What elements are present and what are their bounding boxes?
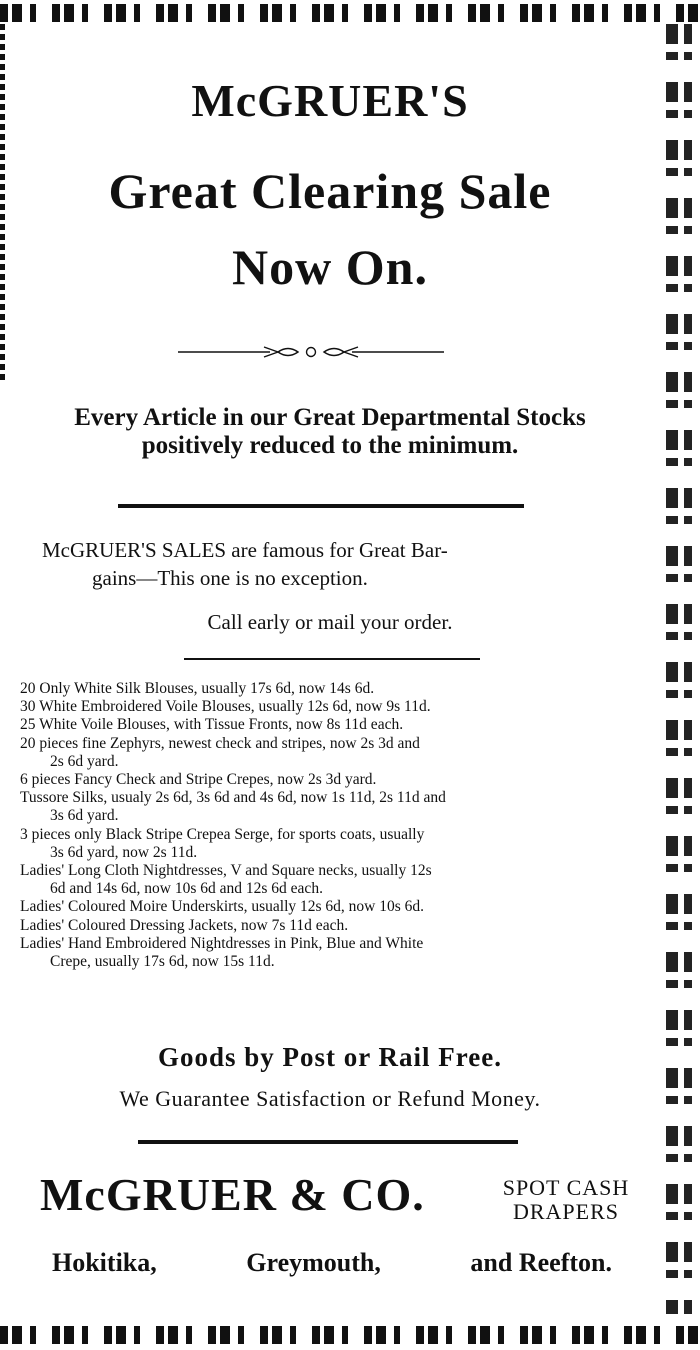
town-hokitika: Hokitika, [52,1248,157,1277]
item-text: Tussore Silks, usualy 2s 6d, 3s 6d and 4s 6d, now 1s 11d, 2s 11d and [20,789,446,807]
decorative-border-bottom [0,1326,700,1344]
call-to-action: Call early or mail your order. [207,610,453,634]
guarantee-notice: We Guarantee Satisfaction or Refund Money. [119,1086,541,1111]
list-item [20,735,648,771]
shop-name-heading: McGRUER'S [191,75,469,126]
item-continuation: 3s 6d yard, now 2s 11d. [50,843,198,861]
reduced-statement [0,404,660,460]
item-text: 20 Only White Silk Blouses, usually 17s 6d, now 14s 6d. [20,680,375,697]
list-item [20,789,648,825]
famous-line-1: McGRUER'S SALES are famous for Great Bar- [42,538,448,562]
decorative-border-top [0,4,700,22]
item-continuation: 6d and 14s 6d, now 10s 6d and 12s 6d each. [50,880,323,898]
famous-paragraph [42,536,642,592]
item-text: Ladies' Hand Embroidered Nightdresses in Pink, Blue and White [20,934,424,952]
town-reefton: and Reefton. [470,1248,612,1277]
item-continuation: Crepe, usually 17s 6d, now 15s 11d. [50,953,275,971]
famous-line-2: gains—This one is no exception. [92,566,368,590]
decorative-border-right [666,24,692,1314]
item-text: Ladies' Coloured Moire Underskirts, usually 12s 6d, now 10s 6d. [20,898,425,916]
item-continuation: 3s 6d yard. [50,807,119,825]
list-item [20,862,648,898]
item-text: Ladies' Coloured Dressing Jackets, now 7s 11d each. [20,916,349,934]
item-text: 25 White Voile Blouses, with Tissue Fronts, now 8s 11d each. [20,716,404,734]
tagline-line-2: DRAPERS [512,1199,620,1224]
list-item [20,680,648,698]
item-text: 3 pieces only Black Stripe Crepea Serge, for sports coats, usually [20,825,425,843]
list-item [20,716,648,734]
reduced-line-2: positively reduced to the minimum. [141,432,519,459]
item-text: Ladies' Long Cloth Nightdresses, V and Square necks, usually 12s [20,862,432,880]
item-text: 6 pieces Fancy Check and Stripe Crepes, now 2s 3d yard. [20,771,377,789]
list-item [20,771,648,789]
list-item [20,935,648,971]
item-text: 30 White Embroidered Voile Blouses, usually 12s 6d, now 9s 11d. [20,698,431,716]
item-text: 20 pieces fine Zephyrs, newest check and stripes, now 2s 3d and [20,734,420,752]
bargain-list [20,680,648,971]
delivery-notice: Goods by Post or Rail Free. [158,1042,502,1072]
list-item [20,898,648,916]
company-name: McGRUER & CO. [40,1169,425,1220]
reduced-line-1: Every Article in our Great Departmental Stocks [74,404,586,431]
list-item [20,917,648,935]
divider-rule-2 [184,658,480,660]
company-tagline [488,1176,644,1224]
sale-status: Now On. [232,239,428,295]
item-continuation: 2s 6d yard. [50,752,119,770]
sale-title: Great Clearing Sale [108,163,552,219]
divider-rule-3 [138,1140,518,1144]
tagline-line-1: SPOT CASH [502,1175,630,1200]
divider-rule-1 [118,504,524,508]
branch-towns [52,1248,612,1278]
ornament-divider-icon [178,342,444,362]
list-item [20,698,648,716]
town-greymouth: Greymouth, [246,1248,381,1277]
list-item [20,826,648,862]
